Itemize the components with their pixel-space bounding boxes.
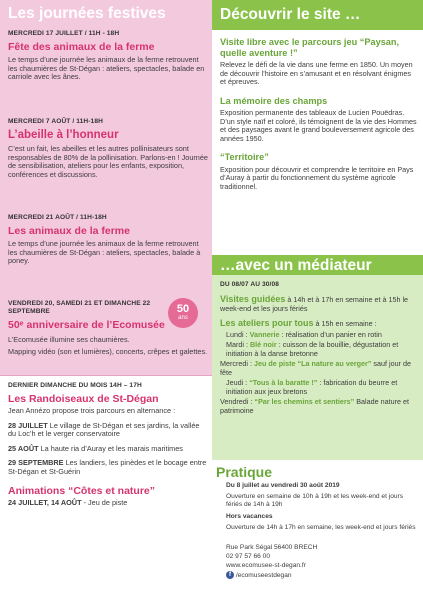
event-text: Le temps d’une journée les animaux de la ferme retrouvent les chaumières de St-Dégan : ateliers, spectacles, balade à poney. (8, 239, 201, 266)
event-title: L’abeille à l’honneur (8, 129, 119, 141)
ateliers-title: Les ateliers pour tous (220, 318, 314, 328)
pratique-website[interactable]: www.ecomusee-st-degan.fr (226, 562, 306, 569)
day-text: : cuisson de la bouillie, dégustation et initiation à la danse bretonne (226, 340, 399, 358)
rando-item (8, 422, 208, 439)
animations-date: 24 JUILLET, 14 AOÛT (8, 497, 82, 507)
atelier-day (220, 341, 417, 358)
pratique-panel (212, 462, 423, 600)
territoire-title: “Territoire” (220, 152, 269, 162)
visite-text: Relevez le défi de la vie dans une ferme en 1850. Un moyen de découvrir l’histoire en s’amusant et en résolvant énigmes et épreuves. (220, 60, 413, 86)
day-text: sauf jour de fête (220, 359, 411, 377)
day-label: Mardi : (226, 340, 250, 349)
decouvrir-header-bar (212, 0, 423, 30)
section-title-mediateur: …avec un médiateur (220, 257, 372, 274)
badge-number: 50 (176, 303, 190, 315)
pratique-hours-summer: Ouverture en semaine de 10h à 19h et les week-end et jours fériés de 14h à 19h (226, 493, 404, 508)
event-text: L’Ecomusée illumine ses chaumières. (8, 335, 130, 344)
atelier-day (220, 379, 417, 396)
rando-item-text: La haute ria d’Auray et les marais maritimes (40, 443, 183, 453)
day-text: : réalisation d’un panier en rotin (279, 329, 382, 339)
badge-word: ans (178, 315, 188, 321)
pratique-period: Du 8 juillet au vendredi 30 août 2019 (226, 482, 340, 489)
pratique-phone: 02 97 57 66 00 (226, 553, 270, 560)
rando-title: Les Randoiseaux de St-Dégan (8, 393, 159, 405)
pratique-facebook[interactable] (226, 571, 416, 580)
day-text: Balade nature et patrimoine (220, 397, 409, 415)
rando-item-text: Le village de St-Dégan et ses jardins, la vallée du Loc’h et le verger conservatoire (8, 420, 200, 439)
memoire-title: La mémoire des champs (220, 95, 328, 106)
pratique-hors-vacances: Hors vacances (226, 513, 273, 520)
randonnees-panel (0, 375, 212, 600)
section-title-decouvrir: Découvrir le site … (220, 6, 361, 23)
memoire-text: Exposition permanente des tableaux de Lucien Pouëdras. D’un style naïf et coloré, ils témoignent de la vie des Hommes et des paysages avant le grand bouleversement agricole des années 1950. (220, 108, 417, 143)
day-label: Mercredi : (220, 359, 254, 368)
visites-title: Visites guidées (220, 294, 286, 304)
pratique-hours-off: Ouverture de 14h à 17h en semaine, les week-end et jours fériés (226, 524, 416, 531)
anniversary-badge (168, 298, 198, 328)
mediateur-dates: DU 08/07 AU 30/08 (220, 281, 279, 288)
section-title-journees: Les journées festives (8, 5, 166, 22)
event-date: MERCREDI 7 AOÛT / 11H-18H (8, 118, 103, 125)
mediateur-panel (212, 255, 423, 460)
atelier-day (220, 360, 417, 377)
event-text: C’est un fait, les abeilles et les autres pollinisateurs sont responsables de 80% de la pollinisation. Parlons-en ! Journée de sensibilisation, ateliers pour les enfants, exposition, conférences et discussions. (8, 144, 208, 179)
rando-item (8, 459, 208, 476)
visite-title: Visite libre avec le parcours jeu “Paysan, quelle aventure !” (220, 37, 400, 58)
day-label: Jeudi : (226, 378, 250, 387)
event-text: Le temps d’une journée les animaux de la ferme retrouvent les chaumières de St-Dégan : ateliers, spectacles, balade en carriole avec les ânes. (8, 55, 205, 82)
day-label: Vendredi : (220, 397, 255, 406)
day-label: Lundi : (226, 329, 250, 339)
facebook-icon: f (226, 571, 234, 579)
rando-item (8, 445, 208, 454)
event-date: MERCREDI 17 JUILLET / 11H - 18H (8, 30, 120, 37)
rando-item-date: 28 JUILLET (8, 420, 48, 430)
animations-line (8, 499, 208, 508)
animations-title: Animations “Côtes et nature” (8, 484, 156, 497)
event-text: Mapping vidéo (son et lumières), concerts, crêpes et galettes. (8, 346, 208, 356)
animations-text: - Jeu de piste (81, 497, 128, 507)
pratique-title: Pratique (216, 464, 273, 480)
rando-item-date: 29 SEPTEMBRE (8, 458, 64, 468)
rando-date: DERNIER DIMANCHE DU MOIS 14H – 17H (8, 382, 142, 389)
event-title: 50ᵉ anniversaire de l’Ecomusée (8, 319, 165, 331)
visites-text: à 14h et à 17h en semaine et à 15h le week-end et les jours fériés (220, 295, 409, 313)
atelier-day (220, 331, 417, 340)
rando-item-text: Les landiers, les pinèdes et le bocage entre St-Dégan et St-Guérin (8, 458, 207, 476)
event-title: Fête des animaux de la ferme (8, 41, 155, 53)
day-name: “Tous à la baratte !” (249, 378, 318, 387)
ateliers-text: à 15h en semaine : (313, 319, 377, 328)
decouvrir-panel (212, 0, 423, 255)
event-title: Les animaux de la ferme (8, 225, 130, 237)
ateliers-intro (220, 319, 417, 329)
day-text: : fabrication du beurre et initiation aux jeux bretons (226, 378, 398, 396)
atelier-day (220, 398, 417, 415)
rando-item-date: 25 AOÛT (8, 443, 39, 453)
day-name: Vannerie (249, 329, 280, 339)
rando-intro: Jean Annézo propose trois parcours en alternance : (8, 406, 176, 415)
journees-festives-panel (0, 0, 212, 375)
visites-guidees (220, 295, 417, 313)
pratique-address: Rue Park Ségal 56400 BRECH (226, 544, 318, 551)
right-column (212, 0, 423, 600)
day-name: Jeu de piste “La nature au verger” (253, 359, 372, 368)
mediateur-header-bar (212, 255, 423, 275)
territoire-text: Exposition pour découvrir et comprendre le territoire en Pays d’Auray à partir du fonctionnement du système agricole traditionnel. (220, 164, 414, 191)
event-date: MERCREDI 21 AOÛT / 11H-18H (8, 214, 107, 221)
facebook-handle[interactable]: /ecomuseestdegan (235, 571, 292, 579)
day-name: “Par les chemins et sentiers” (254, 397, 355, 406)
event-date: VENDREDI 20, SAMEDI 21 ET DIMANCHE 22 SEPTEMBRE (8, 300, 151, 315)
day-name: Blé noir (249, 340, 277, 349)
